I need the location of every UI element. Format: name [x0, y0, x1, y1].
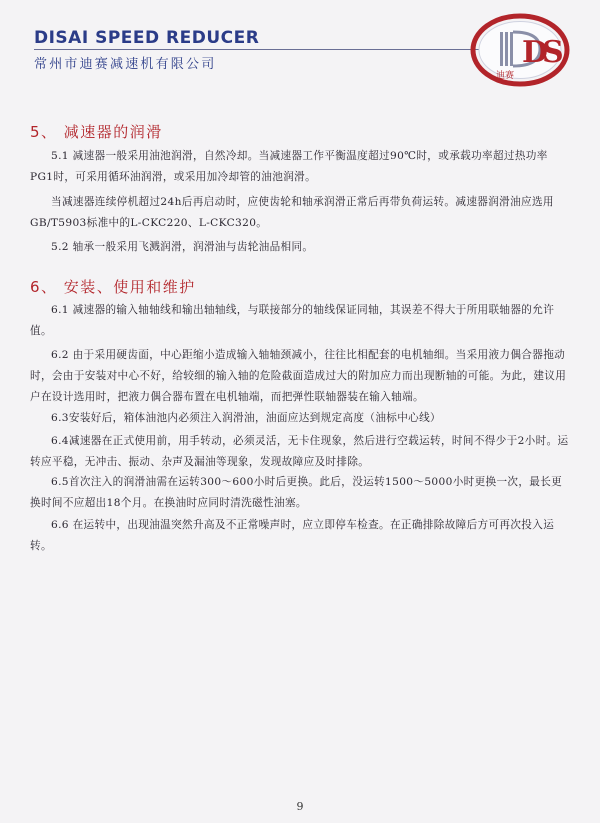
paragraph-6-1: 6.1 减速器的输入轴轴线和输出轴轴线，与联接部分的轴线保证同轴，其误差不得大于所用联轴器的允许值。	[30, 304, 555, 337]
logo-chinese-text: 迪赛	[496, 71, 515, 81]
company-logo	[470, 12, 570, 88]
paragraph-5-1: 5.1 减速器一般采用油池润滑，自然冷却。当减速器工作平衡温度超过90℃时，或承载功率超过热功率PG1时，可采用循环油润滑，或采用加冷却管的油池润滑。	[30, 150, 548, 183]
paragraph-5-1-cont: 当减速器连续停机超过24h后再启动时，应使齿轮和轴承润滑正常后再带负荷运转。减速器润滑油应选用GB/T5903标准中的L-CKC220、L-CKC320。	[30, 196, 554, 229]
paragraph-5-2: 5.2 轴承一般采用飞溅润滑，润滑油与齿轮油品相同。	[51, 241, 314, 253]
logo-letters: DS	[522, 35, 558, 70]
section-6-title: 6、 安装、使用和维护	[30, 278, 196, 296]
page-number: 9	[296, 800, 304, 813]
paragraph-6-5: 6.5首次注入的润滑油需在运转300～600小时后更换。此后，没运转1500～5000小时更换一次，最长更换时间不应超出18个月。在换油时应同时清洗磁性油塞。	[30, 476, 563, 509]
header-rule	[34, 49, 479, 50]
paragraph-6-2: 6.2 由于采用硬齿面，中心距缩小造成输入轴轴颈减小，往往比相配套的电机轴细。当采用液力偶合器拖动时，会由于安装对中心不好，给较细的输入轴的危险截面造成过大的附加应力而出现断轴的可能。为此，建议用户在设计选用时，把液力偶合器布置在电机轴端，而把弹性联轴器装在输入轴端。	[30, 349, 567, 403]
paragraph-6-3: 6.3安装好后，箱体油池内必须注入润滑油，油面应达到规定高度（油标中心线）	[51, 412, 441, 424]
section-5-title: 5、 减速器的润滑	[30, 123, 163, 141]
paragraph-6-4: 6.4减速器在正式使用前，用手转动，必须灵活，无卡住现象，然后进行空载运转，时间不得少于2小时。运转应平稳，无冲击、振动、杂声及漏油等现象，发现故障应及时排除。	[30, 435, 569, 468]
header-company-cn: 常州市迪赛减速机有限公司	[34, 57, 217, 72]
paragraph-6-6: 6.6 在运转中，出现油温突然升高及不正常噪声时，应立即停车检查。在正确排除故障后方可再次投入运转。	[30, 519, 555, 552]
header-company-en: DISAI SPEED REDUCER	[34, 28, 260, 48]
